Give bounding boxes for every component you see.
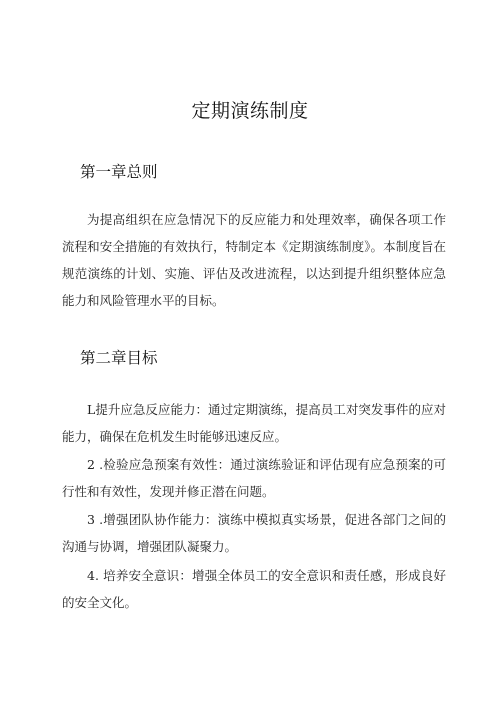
goal-item-2: 2 .检验应急预案有效性：通过演练验证和评估现有应急预案的可行性和有效性，发现并修正潜在问题。: [62, 457, 446, 499]
chapter-2-heading: 第二章目标: [80, 349, 158, 367]
document-title: 定期演练制度: [191, 100, 309, 122]
chapter-1-paragraph: 为提高组织在应急情况下的反应能力和处理效率，确保各项工作流程和安全措施的有效执行，特制定本《定期演练制度》。本制度旨在规范演练的计划、实施、评估及改进流程，以达到提升组织整体应急能力和风险管理水平的目标。: [62, 212, 446, 308]
goal-item-1: L提升应急反应能力：通过定期演练，提高员工对突发事件的应对能力，确保在危机发生时能够迅速反应。: [62, 402, 446, 444]
goal-item-4: 4. 培养安全意识：增强全体员工的安全意识和责任感，形成良好的安全文化。: [62, 568, 446, 610]
goal-item-3: 3 .增强团队协作能力：演练中模拟真实场景，促进各部门之间的沟通与协调，增强团队凝聚力。: [62, 512, 446, 554]
chapter-1-heading: 第一章总则: [80, 163, 158, 181]
